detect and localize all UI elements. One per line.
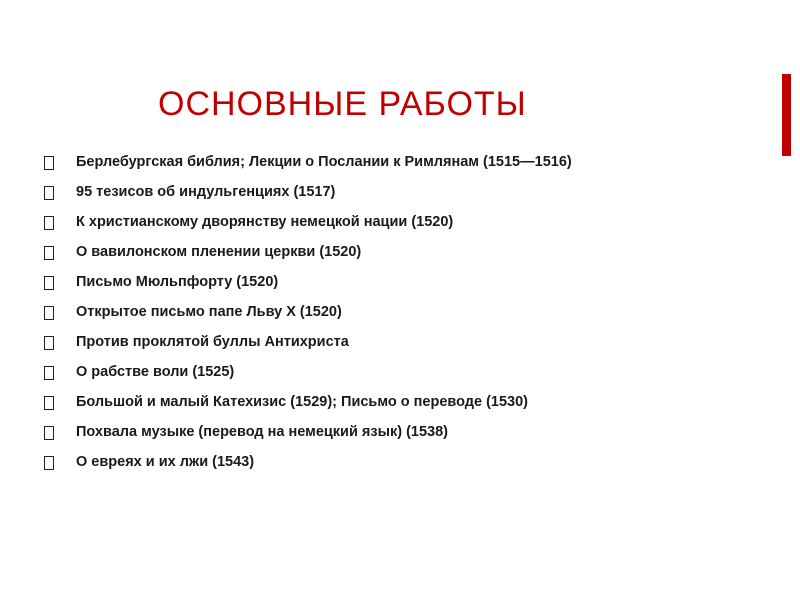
list-item-text: О евреях и их лжи (1543) xyxy=(76,454,255,470)
square-bullet-icon xyxy=(44,336,54,350)
square-bullet-icon xyxy=(44,396,54,410)
list-item xyxy=(40,242,760,262)
square-bullet-icon xyxy=(44,186,54,200)
square-bullet-icon xyxy=(44,156,54,170)
list-item xyxy=(40,332,760,352)
square-bullet-icon xyxy=(44,366,54,380)
list-item xyxy=(40,302,760,322)
list-item-text: Открытое письмо папе Льву X (1520) xyxy=(76,304,342,320)
list-item-text: Против проклятой буллы Антихриста xyxy=(76,334,349,350)
list-item-text: О рабстве воли (1525) xyxy=(76,364,235,380)
square-bullet-icon xyxy=(44,426,54,440)
list-item-text: Большой и малый Катехизис (1529); Письмо о переводе (1530) xyxy=(76,394,528,410)
list-item xyxy=(40,272,760,292)
square-bullet-icon xyxy=(44,456,54,470)
list-item-text: О вавилонском пленении церкви (1520) xyxy=(76,244,362,260)
list-item-text: Письмо Мюльпфорту (1520) xyxy=(76,274,279,290)
list-item-text: Похвала музыке (перевод на немецкий язык) (1538) xyxy=(76,424,448,440)
square-bullet-icon xyxy=(44,306,54,320)
list-item xyxy=(40,152,760,172)
slide-title: ОСНОВНЫЕ РАБОТЫ xyxy=(158,85,527,123)
list-item-text: 95 тезисов об индульгенциях (1517) xyxy=(76,184,336,200)
square-bullet-icon xyxy=(44,276,54,290)
list-item xyxy=(40,182,760,202)
works-list xyxy=(40,152,760,482)
list-item xyxy=(40,212,760,232)
list-item-text: К христианскому дворянству немецкой нации (1520) xyxy=(76,214,454,230)
list-item xyxy=(40,392,760,412)
square-bullet-icon xyxy=(44,216,54,230)
list-item xyxy=(40,362,760,382)
list-item xyxy=(40,422,760,442)
list-item-text: Берлебургская библия; Лекции о Послании к Римлянам (1515—1516) xyxy=(76,154,572,170)
accent-bar xyxy=(782,74,791,156)
list-item xyxy=(40,452,760,472)
square-bullet-icon xyxy=(44,246,54,260)
